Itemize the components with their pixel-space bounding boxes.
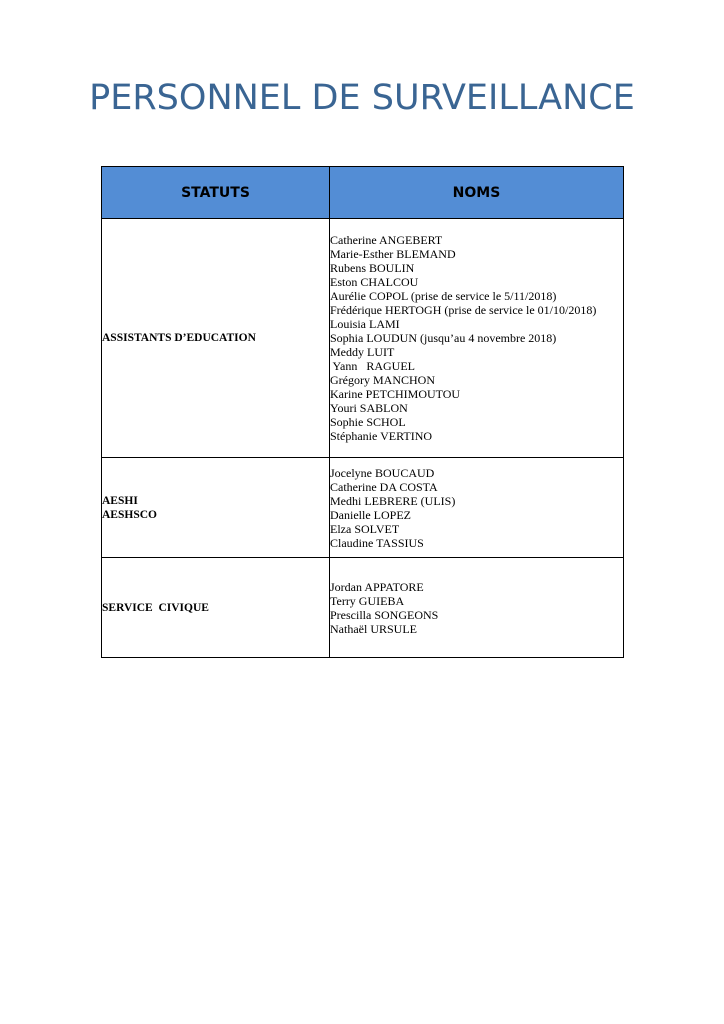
table-row [102,219,624,458]
names-cell [330,458,624,558]
status-label: AESHI [102,494,138,507]
name-entry: Meddy LUIT [330,345,395,359]
name-entry: Claudine TASSIUS [330,535,424,550]
name-entry: Medhi LEBRERE (ULIS) [330,493,456,508]
name-entry: Sophia LOUDUN (jusqu’au 4 novembre 2018) [330,331,557,345]
names-cell [330,219,624,458]
name-entry: Nathaël URSULE [330,621,417,636]
name-entry: Danielle LOPEZ [330,507,411,522]
status-label: ASSISTANTS D’EDUCATION [102,332,256,344]
name-entry: Elza SOLVET [330,521,400,536]
page-title: PERSONNEL DE SURVEILLANCE [89,78,635,118]
table-row [102,558,624,658]
name-entry: Catherine ANGEBERT [330,233,443,247]
name-entry: Jordan APPATORE [330,579,424,594]
name-entry: Frédérique HERTOGH (prise de service le 01/10/2018) [330,303,597,317]
header-status: STATUTS [102,167,330,219]
status-cell [102,458,330,558]
table-header-row [102,167,624,219]
name-entry: Terry GUIEBA [330,593,405,608]
staff-table [101,166,624,658]
status-label: AESHSCO [102,508,157,521]
status-cell [102,219,330,458]
name-entry: Catherine DA COSTA [330,479,438,494]
names-cell [330,558,624,658]
header-names: NOMS [330,167,624,219]
status-cell [102,558,330,658]
name-entry: Sophie SCHOL [330,415,406,429]
status-label: SERVICE CIVIQUE [102,601,209,614]
name-entry: Stéphanie VERTINO [330,429,433,443]
name-entry: Rubens BOULIN [330,261,415,275]
name-entry: Aurélie COPOL (prise de service le 5/11/2018) [330,289,557,303]
name-entry: Marie-Esther BLEMAND [330,247,456,261]
name-entry: Yann RAGUEL [330,359,416,373]
name-entry: Karine PETCHIMOUTOU [330,387,461,401]
name-entry: Youri SABLON [330,401,408,415]
name-entry: Prescilla SONGEONS [330,607,439,622]
name-entry: Louisia LAMI [330,317,400,331]
name-entry: Eston CHALCOU [330,275,419,289]
name-entry: Grégory MANCHON [330,373,435,387]
name-entry: Jocelyne BOUCAUD [330,465,435,480]
table-row [102,458,624,558]
